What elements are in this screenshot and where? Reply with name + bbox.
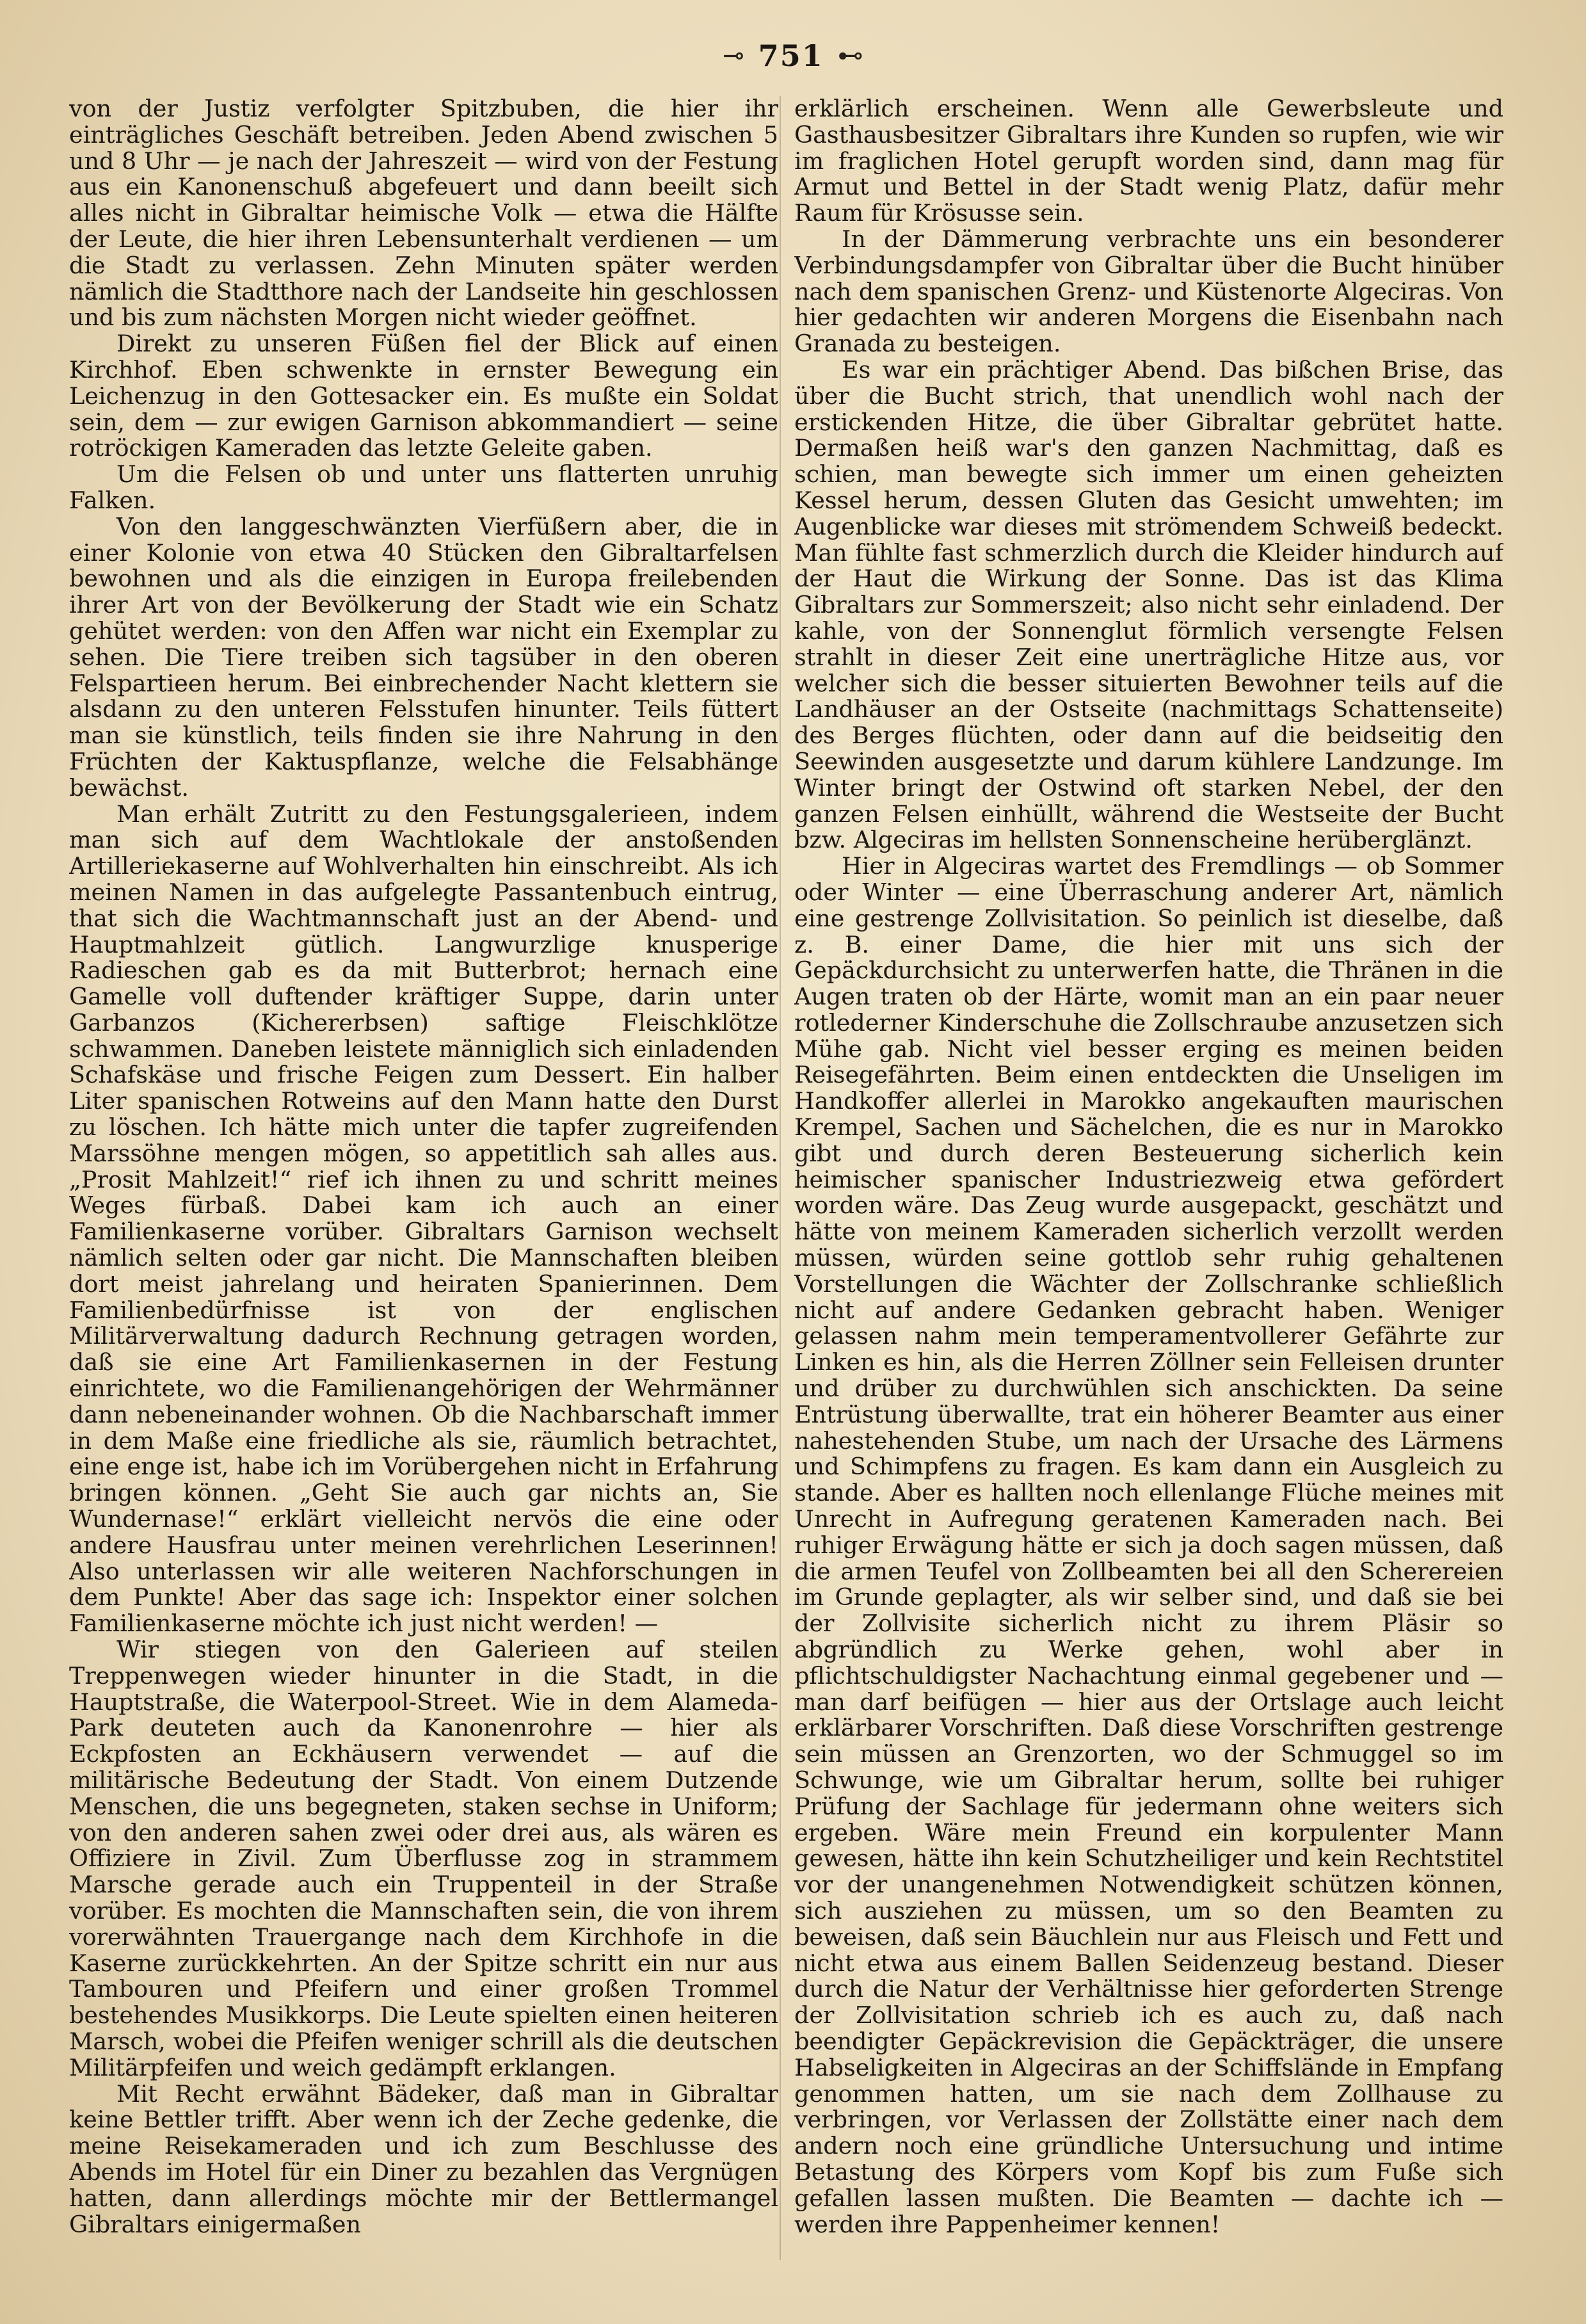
paragraph: In der Dämmerung verbrachte uns ein besonderer Verbindungsdampfer von Gibraltar über die Bucht hinüber nach dem spanischen Grenz- und Küstenorte Algeciras. Von hier gedachten wir anderen Morgens die Eisenbahn nach Granada zu besteigen. <box>794 225 1503 358</box>
left-column <box>69 96 778 2263</box>
column-divider <box>780 96 781 2260</box>
paragraph: erklärlich erscheinen. Wenn alle Gewerbsleute und Gasthausbesitzer Gibraltars ihre Kunden so rupfen, wie wir im fraglichen Hotel gerupft worden sind, dann mag für Armut und Bettel in der Stadt wenig Platz, dafür mehr Raum für Krösusse sein. <box>794 96 1503 227</box>
ornament-right-icon: ⊷ <box>837 41 863 70</box>
page-number: 751 <box>758 38 824 73</box>
paragraph: Um die Felsen ob und unter uns flatterten unruhig Falken. <box>69 460 778 514</box>
paragraph: Man erhält Zutritt zu den Festungsgalerieen, indem man sich auf dem Wachtlokale der anstoßenden Artilleriekaserne auf Wohlverhalten hin einschreibt. Als ich meinen Namen in das aufgelegte Passantenbuch eintrug, that sich die Wachtmannschaft just an der Abend- und Hauptmahlzeit gütlich. Langwurzlige knusperige Radieschen gab es da mit Butterbrot; hernach eine Gamelle voll duftender kräftiger Suppe, darin unter Garbanzos (Kichererbsen) saftige Fleischklötze schwammen. Daneben leistete männiglich sich einladenden Schafskäse und frische Feigen zum Dessert. Ein halber Liter spanischen Rotweins auf den Mann hatte den Durst zu löschen. Ich hätte mich unter die tapfer zugreifenden Marssöhne mengen mögen, so appetitlich sah alles aus. „Prosit Mahlzeit!“ rief ich ihnen zu und schritt meines Weges fürbaß. Dabei kam ich auch an einer Familienkaserne vorüber. Gibraltars Garnison wechselt nämlich selten oder gar nicht. Die Mannschaften bleiben dort meist jahrelang und heiraten Spanierinnen. Dem Familienbedürfnisse ist von der englischen Militärverwaltung dadurch Rechnung getragen worden, daß sie eine Art Familienkasernen in der Festung einrichtete, wo die Familienangehörigen der Wehrmänner dann nebeneinander wohnen. Ob die Nachbarschaft immer in dem Maße eine friedliche als sie, räumlich betrachtet, eine enge ist, habe ich im Vorübergehen nicht in Erfahrung bringen können. „Geht Sie auch gar nichts an, Sie Wundernase!“ erklärt vielleicht nervös die eine oder andere Hausfrau unter meinen verehrlichen Leserinnen! Also unterlassen wir alle weiteren Nachforschungen in dem Punkte! Aber das sage ich: Inspektor einer solchen Familienkaserne möchte ich just nicht werden! — <box>69 800 778 1638</box>
paragraph: Von den langgeschwänzten Vierfüßern aber, die in einer Kolonie von etwa 40 Stücken den Gibraltarfelsen bewohnen und als die einzigen in Europa freilebenden ihrer Art von der Bevölkerung der Stadt wie ein Schatz gehütet werden: von den Affen war nicht ein Exemplar zu sehen. Die Tiere treiben sich tagsüber in den oberen Felspartieen herum. Bei einbrechender Nacht klettern sie alsdann zu den unteren Felsstufen hinunter. Teils füttert man sie künstlich, teils finden sie ihre Nahrung in den Früchten der Kaktuspflanze, welche die Felsabhänge bewächst. <box>69 512 778 802</box>
paragraph: von der Justiz verfolgter Spitzbuben, die hier ihr einträgliches Geschäft betreiben. Jeden Abend zwischen 5 und 8 Uhr — je nach der Jahreszeit — wird von der Festung aus ein Kanonenschuß abgefeuert und dann beeilt sich alles nicht in Gibraltar heimische Volk — etwa die Hälfte der Leute, die hier ihren Lebensunterhalt verdienen — um die Stadt zu verlassen. Zehn Minuten später werden nämlich die Stadtthore nach der Landseite hin geschlossen und bis zum nächsten Morgen nicht wieder geöffnet. <box>69 96 778 332</box>
page-header <box>0 33 1586 78</box>
paragraph: Wir stiegen von den Galerieen auf steilen Treppenwegen wieder hinunter in die Stadt, in die Hauptstraße, die Waterpool-Street. Wie in dem Alameda-Park deuteten auch da Kanonenrohre — hier als Eckpfosten an Eckhäusern verwendet — auf die militärische Bedeutung der Stadt. Von einem Dutzende Menschen, die uns begegneten, staken sechse in Uniform; von den anderen sahen zwei oder drei aus, als wären es Offiziere in Zivil. Zum Überflusse zog in strammem Marsche gerade auch ein Truppenteil in der Straße vorüber. Es mochten die Mannschaften sein, die von ihrem vorerwähnten Trauergange nach dem Kirchhofe in die Kaserne zurückkehrten. An der Spitze schritt ein nur aus Tambouren und Pfeifern und einer großen Trommel bestehendes Musikkorps. Die Leute spielten einen heiteren Marsch, wobei die Pfeifen weniger schrill als die deutschen Militärpfeifen und weich gedämpft erklangen. <box>69 1636 778 2081</box>
paragraph: Hier in Algeciras wartet des Fremdlings — ob Sommer oder Winter — eine Überraschung anderer Art, nämlich eine gestrenge Zollvisitation. So peinlich ist dieselbe, daß z. B. einer Dame, die hier mit uns sich der Gepäckdurchsicht zu unterwerfen hatte, die Thränen in die Augen traten ob der Härte, womit man an ein paar neuer rotlederner Kinderschuhe die Zollschraube anzusetzen sich Mühe gab. Nicht viel besser erging es meinen beiden Reisegefährten. Beim einen entdeckten die Unseligen im Handkoffer allerlei in Marokko angekauften maurischen Krempel, Sachen und Sächelchen, die es nur in Marokko gibt und durch deren Besteuerung sicherlich kein heimischer spanischer Industriezweig etwa gefördert worden wäre. Das Zeug wurde ausgepackt, geschätzt und hätte von meinem Kameraden sicherlich verzollt werden müssen, würden seine gottlob sehr ruhig gehaltenen Vorstellungen die Wächter der Zollschranke schließlich nicht auf andere Gedanken gebracht haben. Weniger gelassen nahm mein temperamentvollerer Gefährte zur Linken es hin, als die Herren Zöllner sein Felleisen drunter und drüber zu durchwühlen sich anschickten. Da seine Entrüstung überwallte, trat ein höherer Beamter aus einer nahestehenden Stube, um nach der Ursache des Lärmens und Schimpfens zu fragen. Es kam dann ein Ausgleich zu stande. Aber es hallten noch ellenlange Flüche meines mit Unrecht in Aufregung geratenen Kameraden nach. Bei ruhiger Erwägung hätte er sich ja doch sagen müssen, daß die armen Teufel von Zollbeamten bei all den Scherereien im Grunde geplagter, als wir selber sind, und daß sie bei der Zollvisite sicherlich nicht zu ihrem Pläsir so abgründlich zu Werke gehen, wohl aber in pflichtschuldigster Nachachtung einmal gegebener und — man darf beifügen — hier aus der Ortslage auch leicht erklärbarer Vorschriften. Daß diese Vorschriften gestrenge sein müssen an Grenzorten, wo der Schmuggel so im Schwunge, wie um Gibraltar herum, sollte bei ruhiger Prüfung der Sachlage für jedermann ohne weiters sich ergeben. Wäre mein Freund ein korpulenter Mann gewesen, hätte ihn kein Schutzheiliger und kein Rechtstitel vor der unangenehmen Notwendigkeit schützen können, sich ausziehen zu müssen, um so den Beamten zu beweisen, daß sein Bäuchlein nur aus Fleisch und Fett und nicht etwa aus einem Ballen Seidenzeug bestand. Dieser durch die Natur der Verhältnisse hier geforderten Strenge der Zollvisitation schrieb ich es auch zu, daß nach beendigter Gepäckrevision die Gepäckträger, die unsere Habseligkeiten in Algeciras an der Schiffslände in Empfang genommen hatten, um sie nach dem Zollhause zu verbringen, vor Verlassen der Zollstätte einer nach dem andern noch eine gründliche Untersuchung und intime Betastung des Körpers vom Kopf bis zum Fuße sich gefallen lassen mußten. Die Beamten — dachte ich — werden ihre Pappenheimer kennen! <box>794 852 1503 2238</box>
paragraph: Es war ein prächtiger Abend. Das bißchen Brise, das über die Bucht strich, that unendlich wohl nach der erstickenden Hitze, die über Gibraltar gebrütet hatte. Dermaßen heiß war's den ganzen Nachmittag, daß es schien, man bewegte sich immer um einen geheizten Kessel herum, dessen Gluten das Gesicht umwehten; im Augenblicke war dieses mit strömendem Schweiß bedeckt. Man fühlte fast schmerzlich durch die Kleider hindurch auf der Haut die Wirkung der Sonne. Das ist das Klima Gibraltars zur Sommerszeit; also nicht sehr einladend. Der kahle, von der Sonnenglut förmlich versengte Felsen strahlt in dieser Zeit eine unerträgliche Hitze aus, vor welcher sich die besser situierten Bewohner teils auf die Landhäuser an der Ostseite (nachmittags Schattenseite) des Berges flüchten, oder dann auf die beidseitig den Seewinden ausgesetzte und darum kühlere Landzunge. Im Winter bringt der Ostwind oft starken Nebel, der den ganzen Felsen einhüllt, während die Westseite der Bucht bzw. Algeciras im hellsten Sonnenscheine herüberglänzt. <box>794 355 1503 854</box>
paragraph: Mit Recht erwähnt Bädeker, daß man in Gibraltar keine Bettler trifft. Aber wenn ich der Zeche gedenke, die meine Reisekameraden und ich zum Beschlusse des Abends im Hotel für ein Diner zu bezahlen das Vergnügen hatten, dann allerdings möchte mir der Bettlermangel Gibraltars einigermaßen <box>69 2079 778 2238</box>
paragraph: Direkt zu unseren Füßen fiel der Blick auf einen Kirchhof. Eben schwenkte in ernster Bewegung ein Leichenzug in den Gottesacker ein. Es mußte ein Soldat sein, dem — zur ewigen Garnison abkommandiert — seine rotröckigen Kameraden das letzte Geleite gaben. <box>69 330 778 462</box>
right-column <box>794 96 1503 2263</box>
ornament-left-icon: ⊸ <box>723 41 744 70</box>
